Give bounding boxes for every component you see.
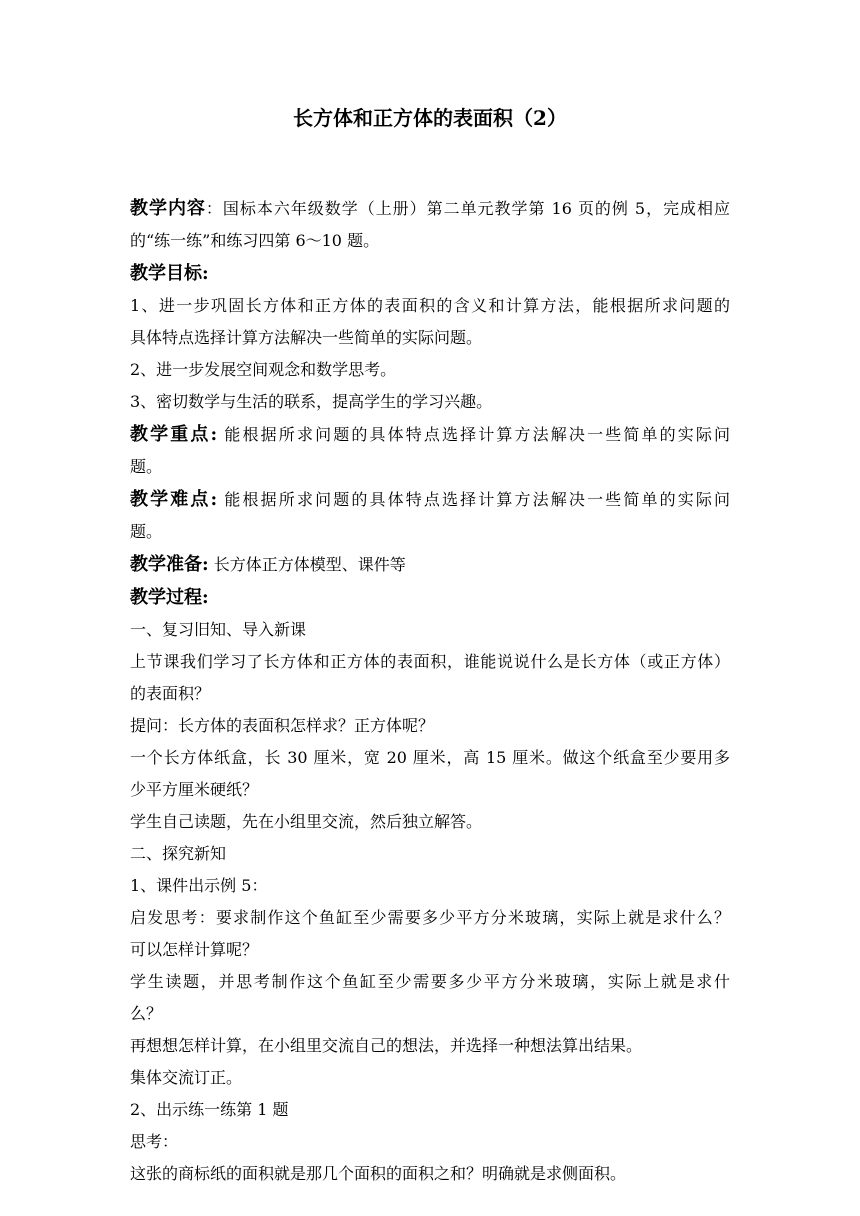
process-line-11: 可以怎样计算呢？ (130, 940, 259, 959)
process-line-7: 学生自己读题，先在小组里交流，然后独立解答。 (130, 812, 483, 831)
goal-line-4: 3、密切数学与生活的联系，提高学生的学习兴趣。 (130, 392, 493, 411)
difficulty-line-2: 题。 (130, 522, 163, 541)
key-point-label: 教学重点: (130, 424, 218, 445)
prep-label: 教学准备: (130, 554, 209, 575)
process-line-13: 么？ (130, 1004, 163, 1023)
process-heading: 教学过程: (130, 587, 209, 608)
process-line-17: 思考： (130, 1132, 179, 1151)
goal-line-3: 2、进一步发展空间观念和数学思考。 (130, 360, 397, 379)
process-line-10: 启发思考：要求制作这个鱼缸至少需要多少平方分米玻璃，实际上就是求什么？ (130, 908, 730, 927)
content-line-1 (130, 192, 730, 225)
prep-line (130, 548, 730, 581)
process-line-1: 一、复习旧知、导入新课 (130, 620, 307, 639)
goal-line-2: 具体特点选择计算方法解决一些简单的实际问题。 (130, 328, 483, 347)
key-point-line-1 (130, 418, 730, 451)
process-line-6: 少平方厘米硬纸？ (130, 780, 259, 799)
process-line-4: 提问：长方体的表面积怎样求？正方体呢？ (130, 716, 435, 735)
process-line-18: 这张的商标纸的面积就是那几个面积的面积之和？明确就是求侧面积。 (130, 1164, 627, 1183)
process-line-15: 集体交流订正。 (130, 1068, 243, 1087)
process-line-3: 的表面积？ (130, 684, 211, 703)
content-label: 教学内容 (130, 198, 206, 219)
difficulty-label: 教学难点: (130, 489, 218, 510)
prep-text: 长方体正方体模型、课件等 (208, 555, 406, 574)
content-text-1: ：国标本六年级数学（上册）第二单元教学第 16 页的例 5，完成相应 (205, 199, 730, 218)
key-point-text-1: 能根据所求问题的具体特点选择计算方法解决一些简单的实际问 (217, 425, 730, 444)
process-line-16: 2、出示练一练第 1 题 (130, 1100, 289, 1119)
difficulty-text-1: 能根据所求问题的具体特点选择计算方法解决一些简单的实际问 (217, 490, 730, 509)
content-line-2: 的“练一练”和练习四第 6～10 题。 (130, 231, 380, 250)
key-point-line-2: 题。 (130, 457, 163, 476)
process-line-9: 1、课件出示例 5： (130, 876, 268, 895)
document-title: 长方体和正方体的表面积（2） (293, 106, 567, 130)
document-body (130, 192, 730, 1190)
process-line-5: 一个长方体纸盒，长 30 厘米，宽 20 厘米，高 15 厘米。做这个纸盒至少要用多 (130, 748, 730, 767)
process-line-8: 二、探究新知 (130, 844, 227, 863)
difficulty-line-1 (130, 483, 730, 516)
process-line-12: 学生读题，并思考制作这个鱼缸至少需要多少平方分米玻璃，实际上就是求什 (130, 972, 730, 991)
process-line-14: 再想想怎样计算，在小组里交流自己的想法，并选择一种想法算出结果。 (130, 1036, 643, 1055)
goals-heading: 教学目标: (130, 263, 209, 284)
goal-line-1: 1、进一步巩固长方体和正方体的表面积的含义和计算方法，能根据所求问题的 (130, 296, 730, 315)
process-line-2: 上节课我们学习了长方体和正方体的表面积，谁能说说什么是长方体（或正方体） (130, 652, 730, 671)
